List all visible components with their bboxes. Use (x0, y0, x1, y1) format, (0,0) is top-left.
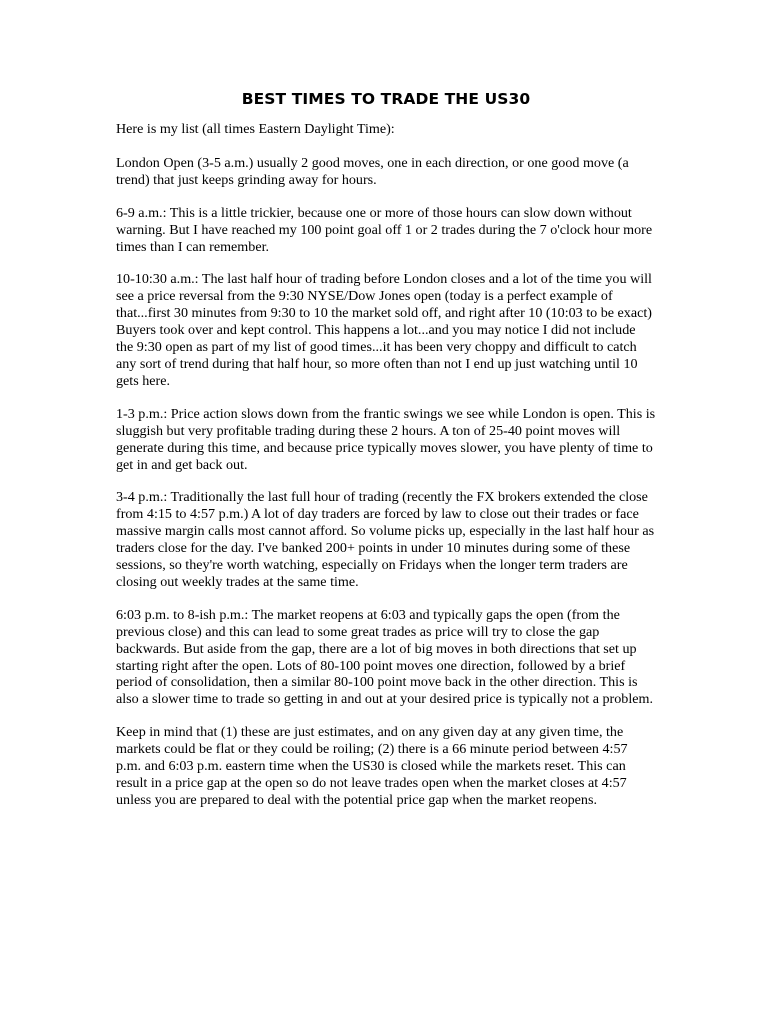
paragraph-1-3-pm: 1-3 p.m.: Price action slows down from the frantic swings we see while London is open. This is sluggish but very profitable trading during these 2 hours. A ton of 25-40 point moves will generate during this time, and because price typically moves slower, you have plenty of time to get in and get back out. (116, 405, 656, 473)
paragraph-london-open: London Open (3-5 a.m.) usually 2 good moves, one in each direction, or one good move (a trend) that just keeps grinding away for hours. (116, 154, 629, 188)
document-page (116, 90, 656, 825)
paragraph-603-pm-8-pm: 6:03 p.m. to 8-ish p.m.: The market reopens at 6:03 and typically gaps the open (from the previous close) and this can lead to some great trades as price will try to close the gap backwards. But aside from the gap, there are a lot of big moves in both directions that set up starting right after the open. Lots of 80-100 point moves one direction, followed by a brief period of consolidation, then a similar 80-100 point move back in the other direction. This is also a slower time to trade so getting in and out at your desired price is typically not a problem. (116, 606, 653, 708)
document-title: BEST TIMES TO TRADE THE US30 (241, 90, 531, 108)
paragraph-6-9-am: 6-9 a.m.: This is a little trickier, because one or more of those hours can slow down without warning. But I have reached my 100 point goal off 1 or 2 trades during the 7 o'clock hour more times than I can remember. (116, 204, 653, 255)
paragraph-keep-in-mind: Keep in mind that (1) these are just estimates, and on any given day at any given time, the markets could be flat or they could be roiling; (2) there is a 66 minute period between 4:57 p.m. and 6:03 p.m. eastern time when the US30 is closed while the markets reset. This can result in a price gap at the open so do not leave trades open when the market closes at 4:57 unless you are prepared to deal with the potential price gap when the market reopens. (116, 724, 628, 808)
paragraph-3-4-pm: 3-4 p.m.: Traditionally the last full hour of trading (recently the FX brokers extended the close from 4:15 to 4:57 p.m.) A lot of day traders are forced by law to close out their trades or face massive margin calls most cannot afford. So volume picks up, especially in the last half hour as traders close for the day. I've banked 200+ points in under 10 minutes during some of these sessions, so they're worth watching, especially on Fridays when the longer term traders are closing out weekly trades at the same time. (116, 489, 655, 590)
intro-paragraph: Here is my list (all times Eastern Daylight Time): (116, 121, 395, 137)
paragraph-10-1030-am: 10-10:30 a.m.: The last half hour of trading before London closes and a lot of the time you will see a price reversal from the 9:30 NYSE/Dow Jones open (today is a perfect example of that...first 30 minutes from 9:30 to 10 the market sold off, and right after 10 (10:03 to be exact) Buyers took over and kept control. This happens a lot...and you may notice I did not include the 9:30 open as part of my list of good times...it has been very choppy and difficult to catch any sort of trend during that half hour, so more often than not I end up just watching until 10 gets here. (116, 271, 652, 389)
